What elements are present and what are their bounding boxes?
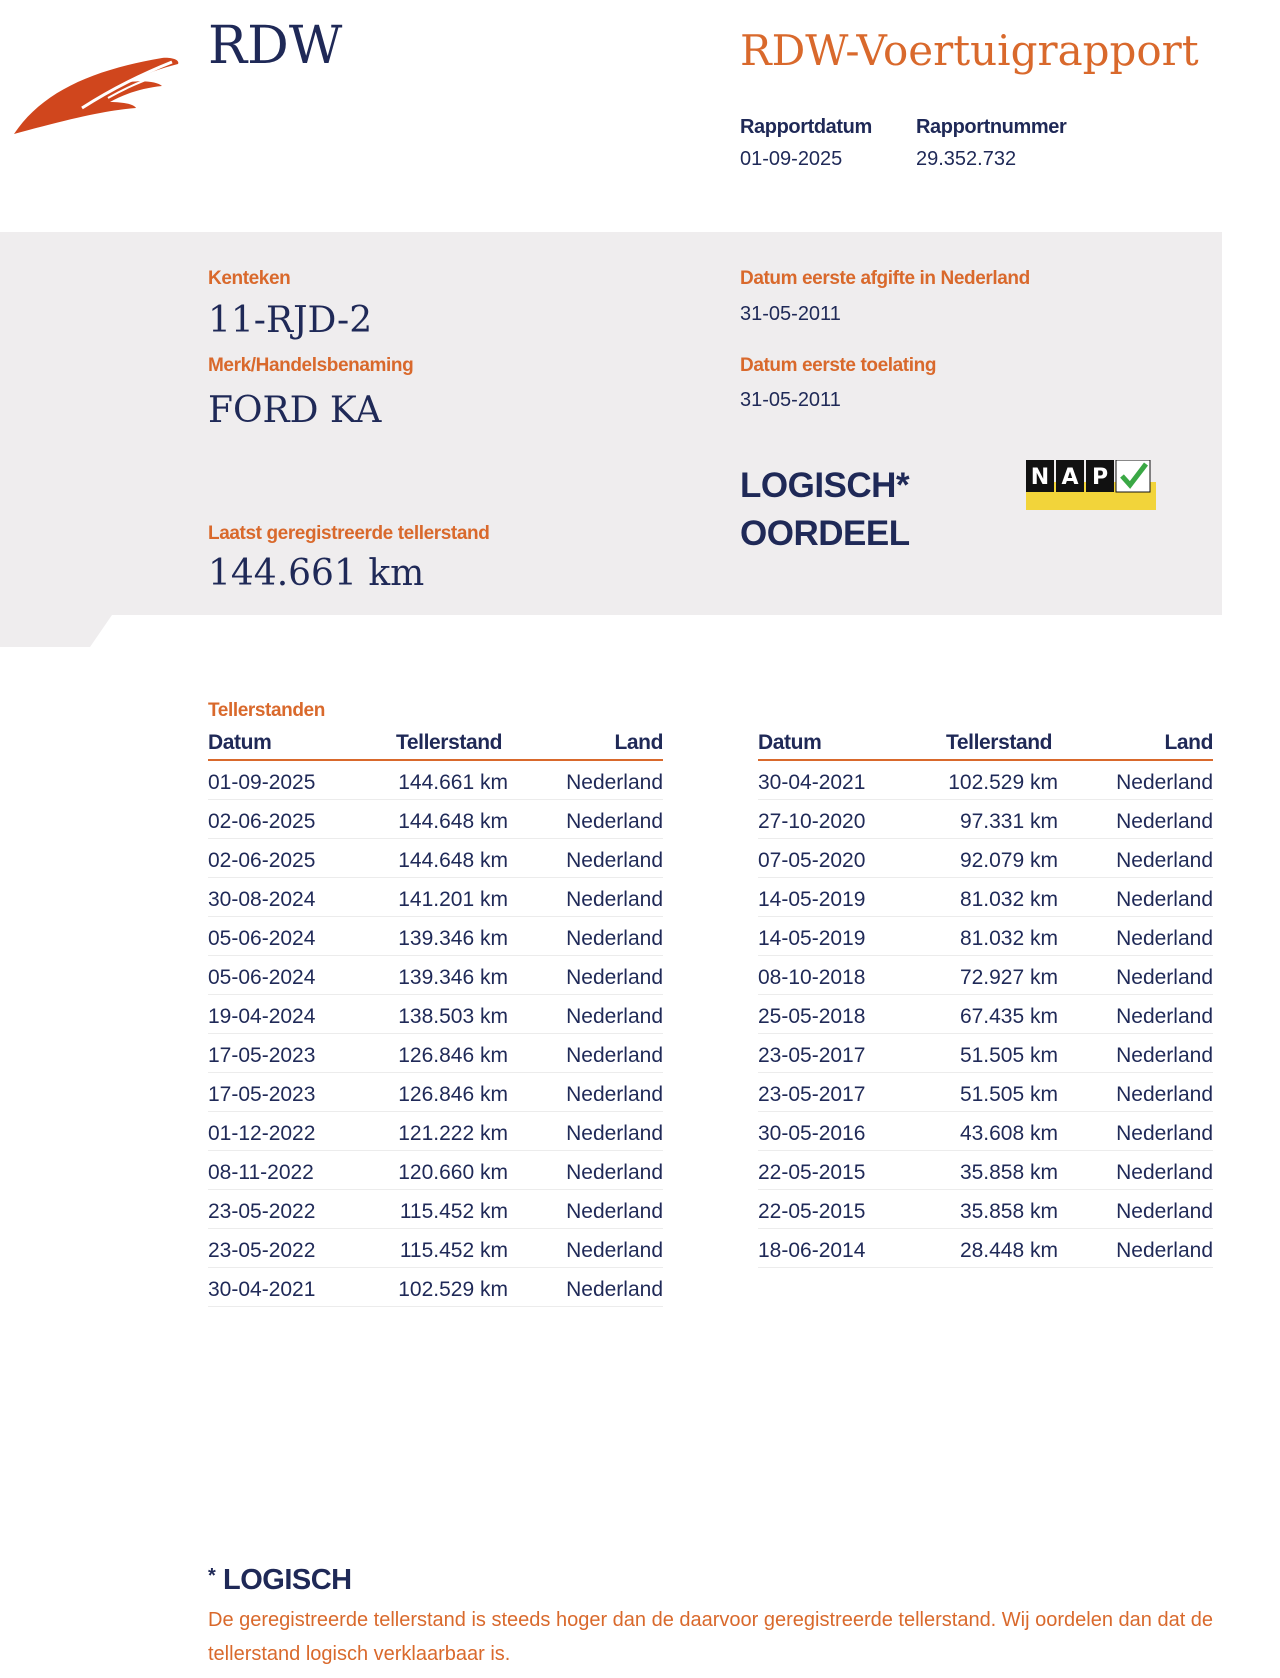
- table-row: [758, 1034, 1213, 1073]
- nap-letter-p: P: [1091, 465, 1109, 490]
- table-row: [208, 839, 663, 878]
- table-header: [208, 731, 663, 761]
- cell-reading: 121.222 km: [398, 1122, 508, 1145]
- cell-date: 14-05-2019: [758, 888, 866, 911]
- cell-reading: 139.346 km: [398, 927, 508, 950]
- cell-date: 02-06-2025: [208, 810, 316, 833]
- col-date-header: Datum: [758, 731, 822, 754]
- cell-reading: 144.648 km: [398, 849, 508, 872]
- cell-reading: 102.529 km: [398, 1278, 508, 1301]
- cell-reading: 35.858 km: [959, 1161, 1058, 1184]
- cell-country: Nederland: [566, 927, 663, 950]
- table-row: [208, 878, 663, 917]
- table-row: [758, 1229, 1213, 1268]
- report-number-label: Rapportnummer: [916, 116, 1067, 138]
- verdict-oordeel: OORDEEL: [740, 514, 910, 553]
- report-number: 29.352.732: [916, 148, 1017, 170]
- table-row: [758, 839, 1213, 878]
- cell-reading: 141.201 km: [398, 888, 508, 911]
- make-label: Merk/Handelsbenaming: [208, 355, 414, 376]
- cell-reading: 144.648 km: [398, 810, 508, 833]
- table-row: [758, 878, 1213, 917]
- readings-section-label: Tellerstanden: [208, 700, 325, 721]
- cell-reading: 102.529 km: [948, 771, 1058, 794]
- col-country-header: Land: [1164, 731, 1213, 754]
- cell-reading: 51.505 km: [959, 1044, 1058, 1067]
- table-row: [208, 1034, 663, 1073]
- first-admission-value: 31-05-2011: [740, 389, 841, 411]
- table-header: [758, 731, 1213, 761]
- table-row: [208, 1229, 663, 1268]
- cell-country: Nederland: [566, 1005, 663, 1028]
- cell-date: 30-05-2016: [758, 1122, 866, 1145]
- cell-date: 08-10-2018: [758, 966, 866, 989]
- cell-country: Nederland: [1116, 1239, 1213, 1262]
- plate-label: Kenteken: [208, 268, 291, 289]
- cell-date: 27-10-2020: [758, 810, 866, 833]
- cell-country: Nederland: [1116, 1005, 1213, 1028]
- cell-reading: 72.927 km: [959, 966, 1058, 989]
- table-row: [208, 1268, 663, 1307]
- cell-country: Nederland: [1116, 966, 1213, 989]
- nap-letter-a: A: [1061, 465, 1079, 490]
- table-row: [208, 917, 663, 956]
- nap-letter-n: N: [1030, 465, 1050, 490]
- cell-country: Nederland: [1116, 1200, 1213, 1223]
- cell-country: Nederland: [566, 771, 663, 794]
- cell-reading: 138.503 km: [398, 1005, 508, 1028]
- cell-country: Nederland: [1116, 927, 1213, 950]
- cell-date: 30-04-2021: [758, 771, 866, 794]
- cell-date: 05-06-2024: [208, 966, 316, 989]
- cell-reading: 115.452 km: [399, 1200, 508, 1223]
- cell-date: 23-05-2017: [758, 1044, 866, 1067]
- table-row: [208, 800, 663, 839]
- readings-table-right: [758, 731, 1213, 1268]
- table-row: [208, 1190, 663, 1229]
- cell-country: Nederland: [566, 810, 663, 833]
- cell-date: 25-05-2018: [758, 1005, 866, 1028]
- cell-reading: 120.660 km: [398, 1161, 508, 1184]
- cell-country: Nederland: [1116, 1083, 1213, 1106]
- table-row: [758, 995, 1213, 1034]
- col-reading-header: Tellerstand: [946, 731, 1053, 754]
- verdict-logisch: LOGISCH*: [740, 466, 910, 505]
- table-row: [758, 917, 1213, 956]
- col-country-header: Land: [614, 731, 663, 754]
- cell-country: Nederland: [566, 1161, 663, 1184]
- last-odometer-label: Laatst geregistreerde tellerstand: [208, 523, 490, 544]
- cell-country: Nederland: [1116, 771, 1213, 794]
- cell-country: Nederland: [566, 1083, 663, 1106]
- cell-date: 01-09-2025: [208, 771, 316, 794]
- rdw-logo-icon: [12, 52, 182, 142]
- col-date-header: Datum: [208, 731, 272, 754]
- first-admission-label: Datum eerste toelating: [740, 355, 937, 376]
- table-row: [758, 956, 1213, 995]
- table-row: [758, 1151, 1213, 1190]
- cell-country: Nederland: [566, 888, 663, 911]
- nap-check-icon: [1026, 460, 1156, 510]
- table-row: [758, 761, 1213, 800]
- cell-date: 08-11-2022: [208, 1161, 314, 1184]
- cell-country: Nederland: [1116, 888, 1213, 911]
- cell-reading: 81.032 km: [959, 888, 1058, 911]
- cell-reading: 81.032 km: [959, 927, 1058, 950]
- footnote-text: De geregistreerde tellerstand is steeds hoger dan de daarvoor geregistreerde tellerstand. Wij oordelen dan dat de tellerstand logisch verklaarbaar is.: [208, 1609, 1214, 1665]
- cell-date: 30-04-2021: [208, 1278, 316, 1301]
- cell-date: 07-05-2020: [758, 849, 866, 872]
- cell-reading: 126.846 km: [398, 1083, 508, 1106]
- cell-date: 23-05-2022: [208, 1200, 316, 1223]
- cell-reading: 139.346 km: [398, 966, 508, 989]
- first-issue-nl-value: 31-05-2011: [740, 303, 841, 325]
- report-date-label: Rapportdatum: [740, 116, 872, 138]
- cell-country: Nederland: [566, 1200, 663, 1223]
- cell-country: Nederland: [566, 1044, 663, 1067]
- brand-name: RDW: [208, 16, 343, 76]
- cell-country: Nederland: [1116, 849, 1213, 872]
- cell-country: Nederland: [1116, 810, 1213, 833]
- report-title: RDW-Voertuigrapport: [740, 26, 1199, 75]
- cell-country: Nederland: [1116, 1161, 1213, 1184]
- table-row: [758, 1112, 1213, 1151]
- cell-reading: 92.079 km: [959, 849, 1058, 872]
- cell-reading: 35.858 km: [959, 1200, 1058, 1223]
- make-value: FORD KA: [208, 390, 382, 431]
- table-row: [208, 956, 663, 995]
- readings-table-left: [208, 731, 663, 1307]
- cell-date: 17-05-2023: [208, 1044, 316, 1067]
- table-row: [758, 1190, 1213, 1229]
- cell-date: 22-05-2015: [758, 1161, 866, 1184]
- table-row: [208, 1151, 663, 1190]
- cell-date: 23-05-2022: [208, 1239, 316, 1262]
- cell-country: Nederland: [566, 849, 663, 872]
- table-row: [758, 1073, 1213, 1112]
- plate-value: 11-RJD-2: [208, 300, 373, 341]
- table-row: [208, 1112, 663, 1151]
- cell-reading: 115.452 km: [399, 1239, 508, 1262]
- footnote-star: *: [208, 1565, 216, 1587]
- col-reading-header: Tellerstand: [396, 731, 503, 754]
- cell-date: 17-05-2023: [208, 1083, 316, 1106]
- cell-reading: 97.331 km: [959, 810, 1058, 833]
- cell-reading: 43.608 km: [959, 1122, 1058, 1145]
- footnote-title: LOGISCH: [223, 1564, 352, 1596]
- cell-country: Nederland: [566, 1122, 663, 1145]
- table-row: [208, 761, 663, 800]
- cell-country: Nederland: [1116, 1044, 1213, 1067]
- table-row: [208, 995, 663, 1034]
- vehicle-info-panel: [0, 232, 1222, 647]
- cell-date: 02-06-2025: [208, 849, 316, 872]
- report-date: 01-09-2025: [740, 148, 843, 170]
- last-odometer-value: 144.661 km: [208, 553, 425, 594]
- cell-date: 01-12-2022: [208, 1122, 316, 1145]
- table-row: [758, 800, 1213, 839]
- cell-country: Nederland: [1116, 1122, 1213, 1145]
- cell-date: 19-04-2024: [208, 1005, 316, 1028]
- cell-reading: 51.505 km: [959, 1083, 1058, 1106]
- cell-reading: 28.448 km: [959, 1239, 1058, 1262]
- cell-country: Nederland: [566, 966, 663, 989]
- cell-date: 14-05-2019: [758, 927, 866, 950]
- cell-reading: 144.661 km: [398, 771, 508, 794]
- cell-date: 23-05-2017: [758, 1083, 866, 1106]
- table-row: [208, 1073, 663, 1112]
- cell-country: Nederland: [566, 1239, 663, 1262]
- cell-date: 05-06-2024: [208, 927, 316, 950]
- cell-country: Nederland: [566, 1278, 663, 1301]
- cell-date: 22-05-2015: [758, 1200, 866, 1223]
- cell-date: 18-06-2014: [758, 1239, 866, 1262]
- cell-reading: 67.435 km: [959, 1005, 1058, 1028]
- first-issue-nl-label: Datum eerste afgifte in Nederland: [740, 268, 1030, 289]
- cell-date: 30-08-2024: [208, 888, 316, 911]
- cell-reading: 126.846 km: [398, 1044, 508, 1067]
